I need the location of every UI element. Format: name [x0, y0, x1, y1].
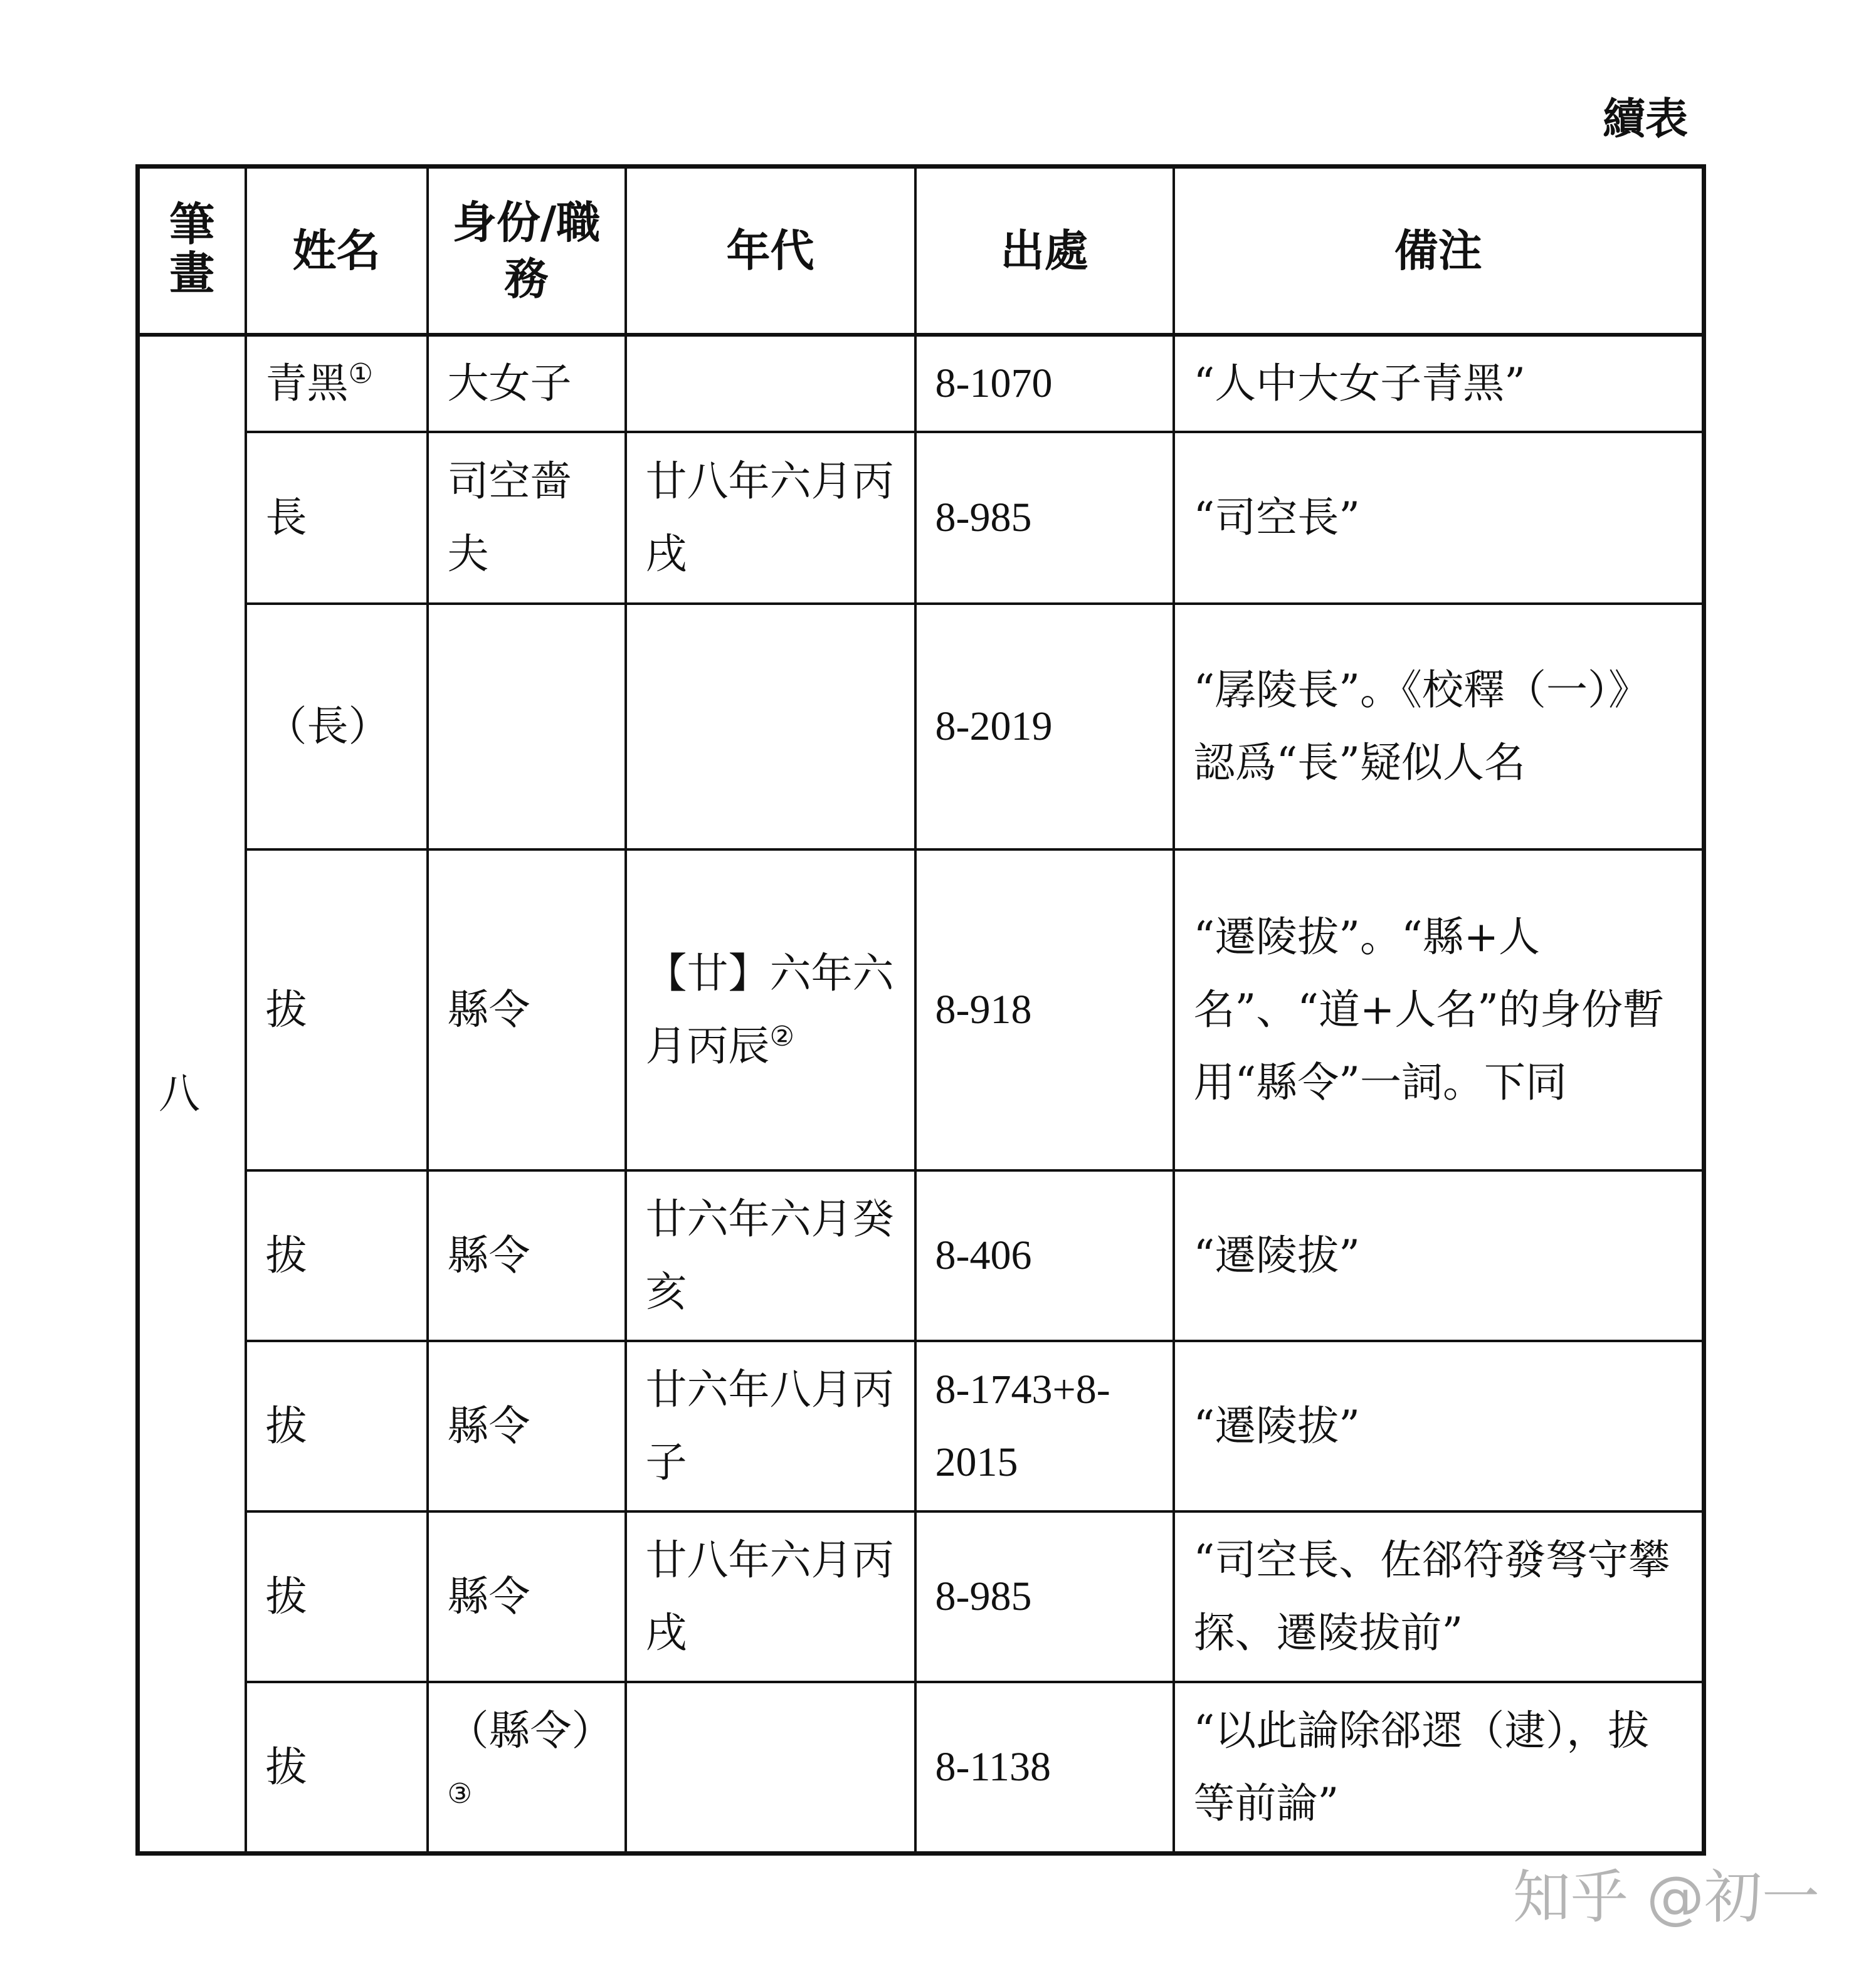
- name-cell: 拔: [246, 1682, 428, 1854]
- remarks-cell: “遷陵拔”: [1174, 1341, 1704, 1511]
- source-cell: 8-1070: [915, 335, 1174, 432]
- stroke-count-cell: 八: [138, 335, 246, 1854]
- date-cell: 廿八年六月丙戌: [626, 432, 915, 604]
- continued-table-label: 續表: [1602, 94, 1688, 144]
- source-cell: 8-406: [915, 1170, 1174, 1341]
- table-row: [138, 849, 1704, 1170]
- remarks-cell: “孱陵長”。《校釋（一）》認爲“長”疑似人名: [1174, 604, 1704, 849]
- name-cell: （長）: [246, 604, 428, 849]
- header-date: 年代: [626, 167, 915, 335]
- name-cell: 青黑①: [246, 335, 428, 432]
- footnote-marker: ②: [769, 1021, 794, 1053]
- header-name: 姓名: [246, 167, 428, 335]
- name-cell: 拔: [246, 1170, 428, 1341]
- remarks-cell: “司空長、佐郤符發弩守攀探、遷陵拔前”: [1174, 1511, 1704, 1682]
- table-row: [138, 1341, 1704, 1511]
- remarks-cell: “遷陵拔”。“縣+人名”、“道+人名”的身份暫用“縣令”一詞。下同: [1174, 849, 1704, 1170]
- name-cell: 拔: [246, 1511, 428, 1682]
- position-cell: 縣令: [428, 849, 626, 1170]
- date-cell: [626, 1682, 915, 1854]
- table-row: [138, 432, 1704, 604]
- date-cell: 廿六年六月癸亥: [626, 1170, 915, 1341]
- name-cell: 拔: [246, 849, 428, 1170]
- table-row: [138, 1511, 1704, 1682]
- remarks-cell: “司空長”: [1174, 432, 1704, 604]
- position-cell: 司空嗇夫: [428, 432, 626, 604]
- position-cell: 縣令: [428, 1170, 626, 1341]
- header-source: 出處: [915, 167, 1174, 335]
- name-cell: 長: [246, 432, 428, 604]
- name-cell: 拔: [246, 1341, 428, 1511]
- source-cell: 8-918: [915, 849, 1174, 1170]
- remarks-cell: “以此論除郤遝（逮），拔等前論”: [1174, 1682, 1704, 1854]
- header-position: 身份/職務: [428, 167, 626, 335]
- table-row: [138, 1170, 1704, 1341]
- table-row: [138, 1682, 1704, 1854]
- personnel-table: [135, 164, 1706, 1856]
- date-cell: [626, 604, 915, 849]
- footnote-marker: ③: [447, 1778, 472, 1810]
- position-cell: 大女子: [428, 335, 626, 432]
- header-row: [138, 167, 1704, 335]
- remarks-cell: “遷陵拔”: [1174, 1170, 1704, 1341]
- footnote-marker: ①: [348, 358, 373, 390]
- position-cell: 縣令: [428, 1511, 626, 1682]
- table-row: [138, 335, 1704, 432]
- remarks-cell: “人中大女子青黑”: [1174, 335, 1704, 432]
- source-cell: 8-2019: [915, 604, 1174, 849]
- date-cell: 廿六年八月丙子: [626, 1341, 915, 1511]
- position-cell: （縣令）③: [428, 1682, 626, 1854]
- date-cell: [626, 335, 915, 432]
- watermark: 知乎 @初一: [1512, 1864, 1820, 1931]
- source-cell: 8-985: [915, 1511, 1174, 1682]
- source-cell: 8-1138: [915, 1682, 1174, 1854]
- date-cell: 【廿】六年六月丙辰②: [626, 849, 915, 1170]
- source-cell: 8-1743+8-2015: [915, 1341, 1174, 1511]
- header-remarks: 備注: [1174, 167, 1704, 335]
- header-strokes: 筆畫: [138, 167, 246, 335]
- table-row: [138, 604, 1704, 849]
- source-cell: 8-985: [915, 432, 1174, 604]
- date-cell: 廿八年六月丙戌: [626, 1511, 915, 1682]
- position-cell: [428, 604, 626, 849]
- position-cell: 縣令: [428, 1341, 626, 1511]
